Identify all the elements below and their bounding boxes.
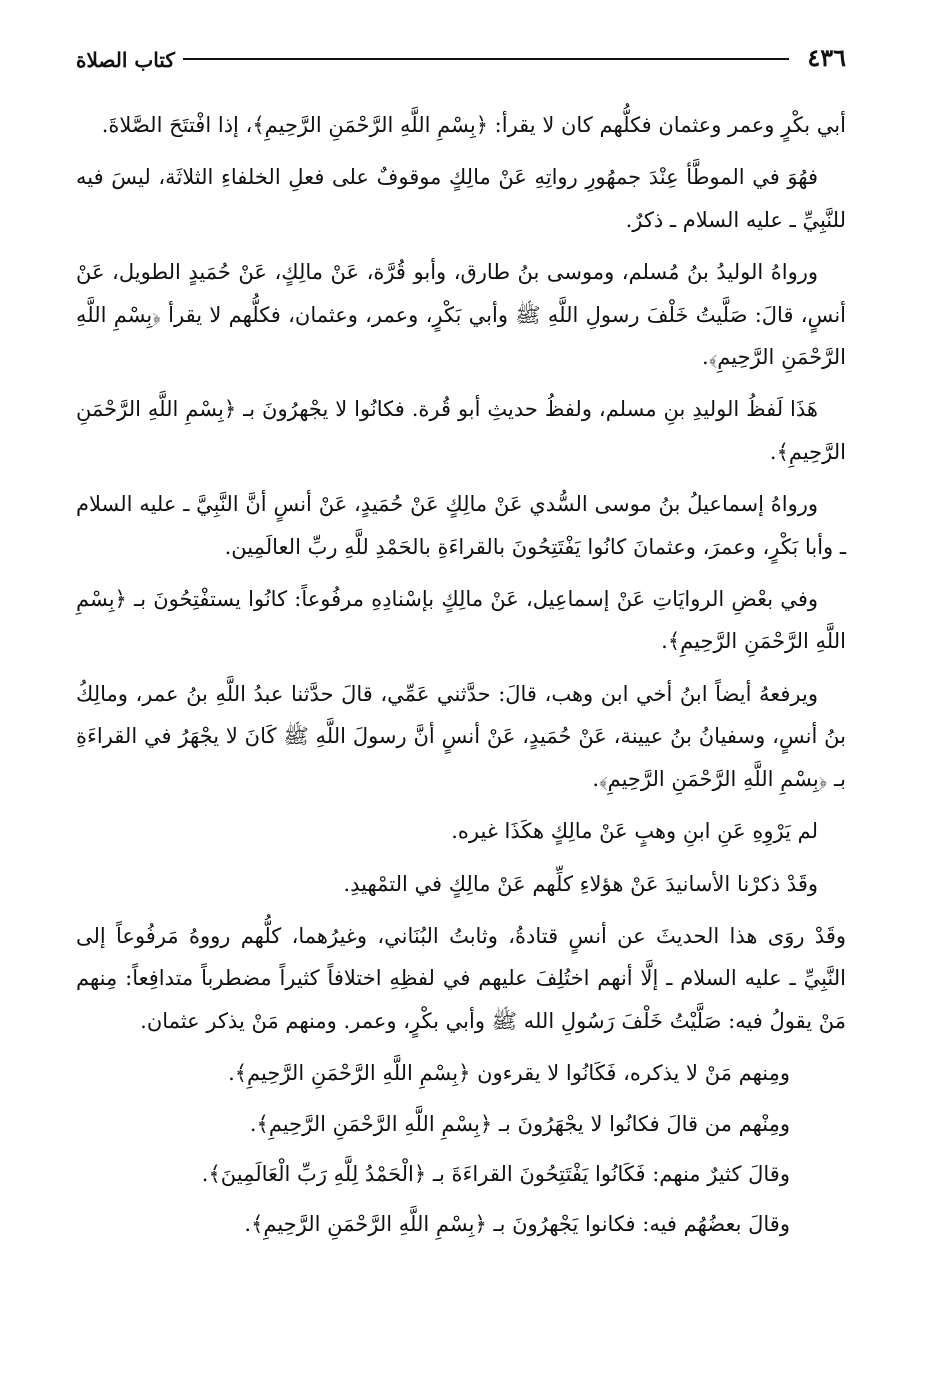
list-item: وقالَ كثيرٌ منهم: فَكَانُوا يَفْتَتِحُونَ القراءَةَ بـ ﴿الْحَمْدُ لِلَّهِ رَبِّ الْعَالَمِينَ﴾. xyxy=(201,1161,790,1186)
paragraph: وقَدْ ذكرْنا الأسانيدَ عَنْ هؤلاءِ كلِّهم عَنْ مالِكٍ في التمْهيدِ. xyxy=(343,871,818,896)
book-title: كتاب الصلاة xyxy=(76,48,175,72)
paragraph: هَذَا لَفظُ الوليدِ بنِ مسلم، ولفظُ حديثِ أبو قُرة. فكانُوا لا يجْهرُونَ بـ ﴿بِسْمِ اللَّهِ الرَّحْمَنِ الرَّحِيمِ﴾. xyxy=(76,397,846,464)
paragraph: ويرفعهُ أيضاً ابنُ أخي ابن وهب، قالَ: حدَّثني عَمِّي، قالَ حدَّثنا عبدُ اللَّهِ بنُ عمر، ومالِكُ بنُ أنسٍ، وسفيانُ بنُ عيينة، عَنْ حُمَيدٍ، عَنْ أنسٍ أنَّ رسولَ اللَّهِ ﷺ كَانَ لا يجْهَرُ في القراءَةِ بـ ﴿بِسْمِ اللَّهِ الرَّحْمَنِ الرَّحِيمِ﴾. xyxy=(76,681,846,791)
paragraph: لم يَرْوِهِ عَنِ ابنِ وهبٍ عَنْ مالِكٍ هكَذَا غيره. xyxy=(451,819,818,844)
page-number: ٤٣٦ xyxy=(807,43,846,72)
list-item: ومِنهم مَنْ لا يذكره، فَكَانُوا لا يقرءون ﴿بِسْمِ اللَّهِ الرَّحْمَنِ الرَّحِيمِ﴾. xyxy=(228,1061,790,1086)
paragraph: أبي بكْرٍ وعمر وعثمان فكلُّهم كان لا يقرأ: ﴿بِسْمِ اللَّهِ الرَّحْمَنِ الرَّحِيمِ﴾، إذا افْتتَحَ الصَّلاةَ. xyxy=(101,113,846,137)
paragraph: فهُوَ في الموطَّأ عِنْدَ جمهُورِ رواتِهِ عَنْ مالِكٍ موقوفٌ على فعلِ الخلفاءِ الثلاثَة، ليسَ فيه للنَّبِيِّ ـ عليه السلام ـ ذكرٌ. xyxy=(76,165,846,232)
list-item: ومِنْهم من قالَ فكانُوا لا يجْهَرُونَ بـ ﴿بِسْمِ اللَّهِ الرَّحْمَنِ الرَّحِيمِ﴾. xyxy=(249,1111,790,1136)
paragraph: وقَدْ روَى هذا الحديثَ عن أنسٍ قتادةُ، وثابتُ البُنَاني، وغيرُهما، كلُّهم رووهُ مَرفُوعاً إلى النَّبِيِّ ـ عليه السلام ـ إلَّا أنهم اختُلِفَ عليهم في لفظِهِ اختلافاً كثيراً مضطرباً متدافِعاً: مِنهم مَنْ يقولُ فيه: صَلَّيْتُ خَلْفَ رَسُولِ الله ﷺ وأبي بكْرٍ، وعمر. ومنهم مَنْ يذكر عثمان. xyxy=(76,923,846,1033)
header-rule xyxy=(183,58,789,60)
paragraph: ورواهُ الوليدُ بنُ مُسلم، وموسى بنُ طارق، وأبو قُرَّة، عَنْ مالِكٍ، عَنْ حُمَيدٍ الطويل، عَنْ أنسٍ، قالَ: صَلَّيتُ خَلْفَ رسولِ اللَّهِ ﷺ وأبي بَكْرٍ، وعمر، وعثمان، فكلُّهم لا يقرأ ﴿بِسْمِ اللَّهِ الرَّحْمَنِ الرَّحِيمِ﴾. xyxy=(76,260,846,370)
list-item: وقالَ بعضُهُم فيه: فكانوا يَجْهرُونَ بـ ﴿بِسْمِ اللَّهِ الرَّحْمَنِ الرَّحِيمِ﴾. xyxy=(244,1212,790,1237)
page-body xyxy=(76,104,846,1254)
paragraph: ورواهُ إسماعيلُ بنُ موسى السُّدي عَنْ مالِكٍ عَنْ حُمَيدٍ، عَنْ أنسٍ أنَّ النَّبِيَّ ـ عليه السلام ـ وأبا بَكْرٍ، وعمرَ، وعثمانَ كانُوا يَفْتَتِحُونَ بالقراءَةِ بالحَمْدِ للَّهِ ربِّ العالَمِين. xyxy=(76,492,846,559)
paragraph: وفي بعْضِ الروايَاتِ عَنْ إسماعِيل، عَنْ مالِكٍ بإسْنادِهِ مرفُوعاً: كانُوا يستفْتِحُونَ بـ ﴿بِسْمِ اللَّهِ الرَّحْمَنِ الرَّحِيمِ﴾. xyxy=(76,587,846,654)
page-header xyxy=(76,30,846,70)
